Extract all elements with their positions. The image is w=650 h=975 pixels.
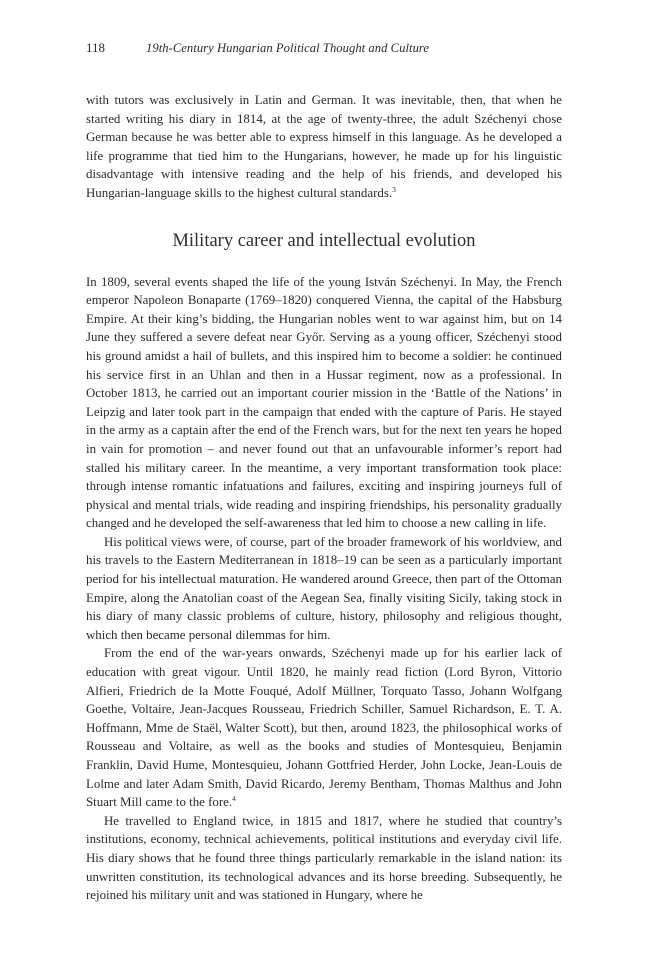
body-paragraph <box>86 273 562 533</box>
book-page <box>86 40 562 905</box>
paragraph-text: with tutors was exclusively in Latin and German. It was inevitable, then, that when he started writing his diary in 1814, at the age of twenty-three, the adult Széchenyi chose German because he was better able to express himself in this language. As he developed a life programme that tied him to the Hungarians, however, he made up for his linguistic disadvantage with intensive reading and the help of his friends, and developed his Hungarian-language skills to the highest cultural standards. <box>86 93 562 200</box>
running-title: 19th-Century Hungarian Political Thought and Culture <box>146 41 430 55</box>
body-paragraph <box>86 91 562 203</box>
footnote-marker: 4 <box>232 794 236 804</box>
paragraph-text: His political views were, of course, part of the broader framework of his worldview, and his travels to the Eastern Mediterranean in 1818‒19 can be seen as a particularly important period for his intellectual maturation. He wandered around Greece, then part of the Ottoman Empire, along the Anatolian coast of the Aegean Sea, finally visiting Sicily, taking stock in his diary of many classic problems of culture, history, philosophy and religious thought, which then became personal dilemmas for him. <box>86 534 562 642</box>
paragraph-text: From the end of the war-years onwards, Széchenyi made up for his earlier lack of education with great vigour. Until 1820, he mainly read fiction (Lord Byron, Vittorio Alfieri, Friedrich de la Motte Fouqué, Adolf Müllner, Torquato Tasso, Johann Wolfgang Goethe, Voltaire, Jean-Jacques Rousseau, Friedrich Schiller, Samuel Richardson, E. T. A. Hoffmann, Mme de Staël, Walter Scott), but then, around 1823, the philosophical works of Rousseau and Voltaire, as well as the books and studies of Montesquieu, Benjamin Franklin, David Hume, Montesquieu, Johann Gottfried Herder, John Locke, Jean-Louis de Lolme and later Adam Smith, David Ricardo, Jeremy Bentham, Thomas Malthus and John Stuart Mill came to the fore. <box>86 646 562 810</box>
running-header <box>86 40 562 56</box>
footnote-marker: 3 <box>392 184 396 194</box>
page-number: 118 <box>86 40 106 55</box>
body-paragraph <box>86 644 562 811</box>
body-paragraph <box>86 812 562 905</box>
section-heading: Military career and intellectual evolution <box>172 230 476 251</box>
paragraph-text: He travelled to England twice, in 1815 and 1817, where he studied that country’s institutions, economy, technical achievements, political institutions and everyday civil life. His diary shows that he found three things particularly remarkable in the island nation: its unwritten constitution, its technological advances and its horse breeding. Subsequently, he rejoined his military unit and was stationed in Hungary, where he <box>86 813 562 903</box>
body-paragraph <box>86 533 562 645</box>
paragraph-text: In 1809, several events shaped the life of the young István Széchenyi. In May, the French emperor Napoleon Bonaparte (1769‒1820) conquered Vienna, the capital of the Habsburg Empire. At their king’s bidding, the Hungarian nobles went to war against him, but on 14 June they suffered a severe defeat near Győr. Serving as a young officer, Széchenyi stood his ground amidst a hail of bullets, and this inspired him to become a soldier: he continued his service first in an Uhlan and then in a Hussar regiment, now as a professional. In October 1813, he carried out an important courier mission in the ‘Battle of the Nations’ in Leipzig and later took part in the campaign that ended with the capture of Paris. He stayed in the army as a captain after the end of the French wars, but for the next ten years he hoped in vain for promotion – and never found out that an unfavourable informer’s report had stalled his military career. In the meantime, a very important transformation took place: through intense romantic infatuations and failures, exciting and inspiring journeys full of physical and mental trials, wide reading and inspiring friendships, his personality gradually changed and he developed the self-awareness that led him to choose a new calling in life. <box>86 274 562 531</box>
